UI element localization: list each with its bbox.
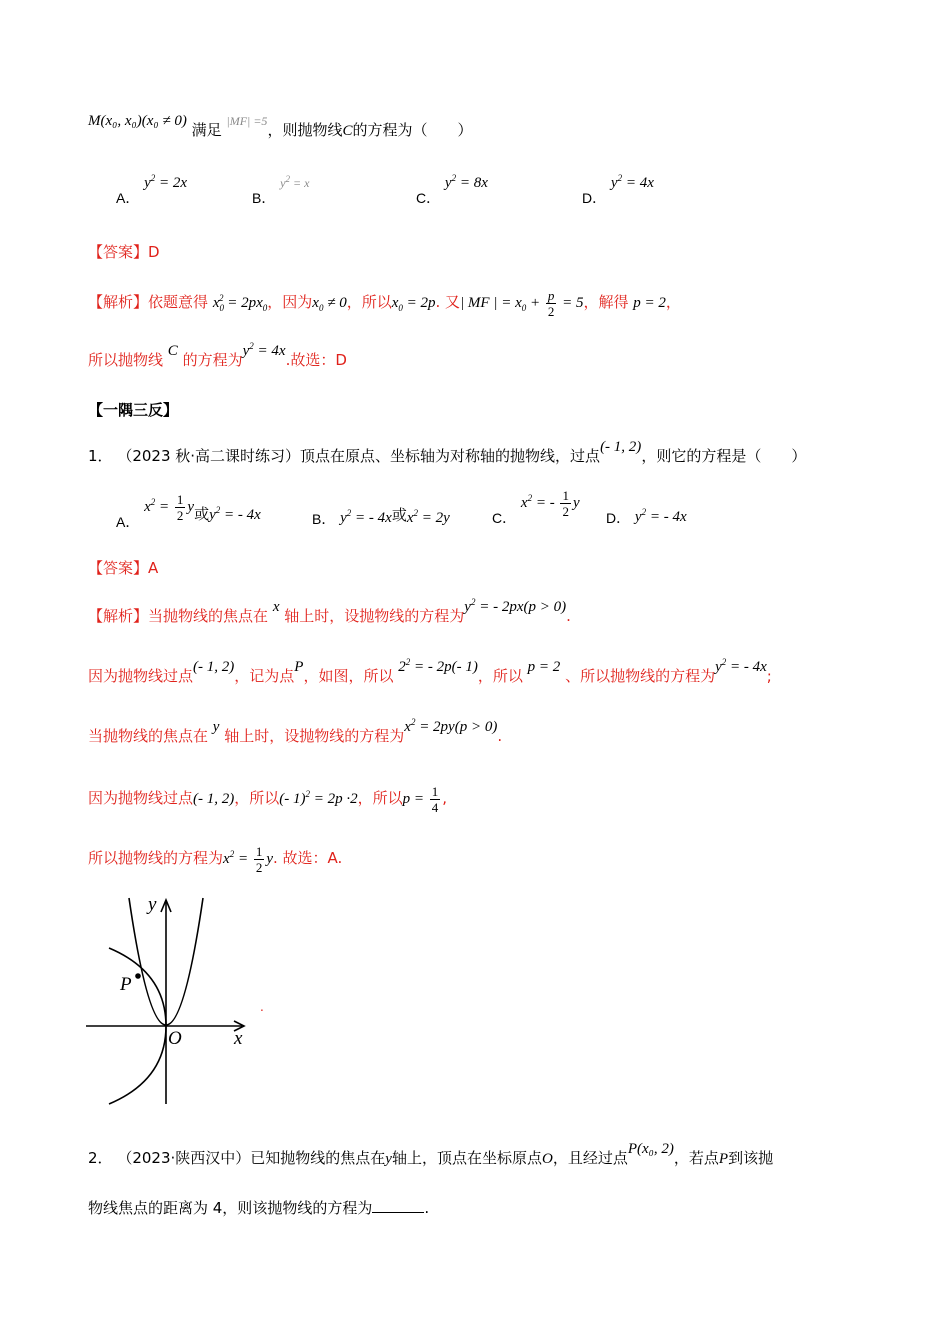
q1-answer [88, 556, 910, 580]
option-letter: A． [116, 513, 140, 530]
math-expr: $x_0^2 = 2px_0$ [212, 292, 268, 313]
question-text: ，且经过点 [552, 1149, 628, 1167]
analysis-text: 轴上时，设抛物线的方程为 [224, 727, 405, 745]
prev-conclusion [88, 341, 910, 373]
q1-analysis-line4: 因为抛物线过点(- 1, 2)，所以(- 1)$^2$ = 2p ·2，所以p = $\frac{1}{4}$ , [88, 784, 448, 815]
math-expr: (- 1, 2) [193, 659, 235, 675]
q1-analysis-line3: 当抛物线的焦点在 y 轴上时，设抛物线的方程为$x^2 = 2py(p > 0)$. [88, 717, 503, 745]
question-text: 到该抛 [728, 1149, 774, 1167]
option-expr: $y^2 = 2x$ [144, 173, 188, 191]
analysis-text: 当抛物线的焦点在 [88, 727, 209, 745]
analysis-text: ，如图，所以 [303, 667, 394, 685]
option-letter: C． [492, 509, 517, 526]
option-d[interactable] [582, 173, 654, 206]
math-expr: | MF | = $x_0$ + $\frac{p}{2}$ = 5 [460, 288, 584, 319]
math-expr: p = 2 [527, 659, 561, 675]
or-word: 或 [194, 504, 210, 523]
question-text: 轴上，顶点在坐标原点 [391, 1149, 542, 1167]
prev-question-stem [88, 113, 910, 143]
question-point: (- 1, 2) [600, 439, 642, 455]
question-number: 1． [88, 447, 113, 465]
math-expr: $y^2 = 4x$ [242, 341, 286, 359]
analysis-text: ，所以 [477, 667, 523, 685]
math-expr: $2^2$ = - 2p(- 1) [398, 657, 478, 675]
analysis-text: ，所以 [234, 788, 280, 807]
analysis-text: 因为抛物线过点 [88, 788, 194, 807]
analysis-text: .故选：D [285, 351, 347, 369]
option-letter: A． [116, 190, 140, 206]
option-letter: D． [606, 510, 631, 526]
q2-stem-line2 [88, 1196, 910, 1220]
label-o: O [168, 1028, 182, 1049]
question-text: 已知抛物线的焦点在 [250, 1149, 386, 1167]
math-expr: (- 1, 2) [193, 790, 235, 807]
answer-value: D [148, 243, 160, 261]
analysis-text: 所以抛物线的方程为 [88, 848, 224, 867]
analysis-label: 【解析】 [88, 607, 149, 625]
analysis-text: ，因为 [267, 292, 313, 311]
q1-option-d[interactable] [606, 500, 687, 526]
math-expr: x [272, 599, 280, 615]
question-text: ，若点 [673, 1149, 719, 1167]
point-p-marker [135, 973, 141, 979]
q1-option-b[interactable] [312, 500, 450, 527]
question-source: （2023 秋·高二课时练习） [117, 447, 301, 465]
q1-option-a[interactable] [116, 492, 261, 531]
stem-text: ，则抛物线 [267, 121, 343, 139]
question-var: P [718, 1151, 729, 1167]
option-expr: $x^2 = 2y$ [406, 508, 450, 526]
option-expr: $y^2 = 8x$ [444, 173, 488, 191]
option-expr: $y^2 = 4x$ [610, 173, 654, 191]
math-expr: $x^2$ = $\frac{1}{2}$ y [223, 844, 273, 875]
question-var: O [541, 1151, 553, 1167]
math-expr: p = $\frac{1}{4}$ [402, 784, 439, 815]
stem-var-c: C [342, 123, 353, 139]
option-letter: B． [252, 190, 276, 206]
analysis-text: ，解得 [583, 292, 629, 311]
option-expr: $y^2$ = - 4x [634, 507, 687, 525]
option-expr: $y^2$ = - 4x [209, 504, 261, 523]
or-word: 或 [391, 506, 407, 524]
option-expr: $x^2$ = - $\frac{1}{2}$ y [520, 488, 580, 519]
answer-label: 【答案】 [88, 559, 149, 577]
q2-stem [88, 1141, 910, 1171]
analysis-text: . 又 [435, 292, 461, 311]
answer-label: 【答案】 [88, 243, 149, 261]
question-text: ，则它的方程是（ ） [641, 447, 807, 465]
analysis-text: 因为抛物线过点 [88, 667, 194, 685]
math-expr: y [212, 719, 220, 735]
question-text: . [424, 1199, 430, 1217]
stem-math-m: M(x₀, x₀)(x₀ ≠ 0) [88, 113, 187, 129]
q1-analysis-line2: 因为抛物线过点(- 1, 2)，记为点P，如图，所以 $2^2$ = - 2p(- 1)，所以 p = 2 、所以抛物线的方程为$y^2$ = - 4x; [88, 657, 772, 685]
analysis-text: 轴上时，设抛物线的方程为 [284, 607, 465, 625]
math-expr: $x_0 = 2p$ [391, 294, 436, 313]
option-letter: D． [582, 190, 607, 206]
option-b[interactable] [252, 174, 310, 206]
q1-analysis-line5 [88, 844, 910, 875]
question-var: y [385, 1151, 392, 1167]
analysis-text: . 故选：A. [272, 848, 343, 867]
math-expr: $x_0 \ne 0$ [312, 294, 347, 313]
q1-analysis-line1: 【解析】当抛物线的焦点在 x 轴上时，设抛物线的方程为$y^2$ = - 2px(p > 0). [88, 597, 571, 625]
option-c[interactable] [416, 173, 488, 206]
analysis-text: 、所以抛物线的方程为 [565, 667, 716, 685]
analysis-text: ，所以 [357, 788, 403, 807]
option-a[interactable] [116, 173, 188, 206]
option-letter: C． [416, 190, 441, 206]
option-letter: B． [312, 511, 336, 527]
question-source: （2023·陕西汉中） [117, 1149, 251, 1167]
stem-text: 满足 [191, 121, 222, 139]
question-number: 2． [88, 1149, 113, 1167]
math-expr: C [167, 343, 178, 359]
answer-blank[interactable] [372, 1198, 424, 1213]
option-expr: $x^2$ = $\frac{1}{2}$ y [144, 492, 195, 523]
label-p: P [120, 974, 132, 995]
stem-math-mf: |MF| =5 [226, 114, 268, 128]
option-expr: y2 = x [280, 174, 310, 190]
math-expr: (- 1)$^2$ = 2p ·2 [279, 788, 358, 807]
label-y: y [148, 894, 157, 915]
prev-analysis [88, 288, 910, 319]
answer-value: A [148, 559, 159, 577]
analysis-label: 【解析】 [88, 292, 149, 311]
analysis-text: ，记为点 [234, 667, 295, 685]
stray-dot: . [260, 1000, 264, 1014]
q1-option-c[interactable] [492, 488, 580, 527]
analysis-text: 的方程为 [182, 351, 243, 369]
q1-stem [88, 439, 910, 469]
analysis-text: 当抛物线的焦点在 [148, 607, 269, 625]
analysis-text: ， [665, 292, 681, 311]
parabola-figure [84, 892, 284, 1108]
analysis-text: ，所以 [346, 292, 392, 311]
math-expr: $x^2 = 2py(p > 0)$ [404, 717, 498, 735]
question-point: P(x₀, 2) [627, 1141, 674, 1157]
prev-answer [88, 240, 910, 264]
question-text: 物线焦点的距离为 4，则该抛物线的方程为 [88, 1199, 373, 1217]
stem-text: 的方程为（ ） [352, 121, 473, 139]
analysis-text: 依题意得 [148, 292, 209, 311]
label-x: x [234, 1028, 243, 1049]
math-expr: p = 2 [633, 294, 666, 311]
analysis-text: 所以抛物线 [88, 351, 164, 369]
section-title: 【一隅三反】 [88, 401, 179, 419]
math-expr: $y^2$ = - 2px(p > 0) [464, 597, 567, 615]
math-expr: P [294, 659, 304, 675]
math-expr: $y^2$ = - 4x [715, 657, 767, 675]
option-expr: $y^2$ = - 4x [340, 508, 392, 526]
question-text: 顶点在原点、坐标轴为对称轴的抛物线，过点 [300, 447, 601, 465]
